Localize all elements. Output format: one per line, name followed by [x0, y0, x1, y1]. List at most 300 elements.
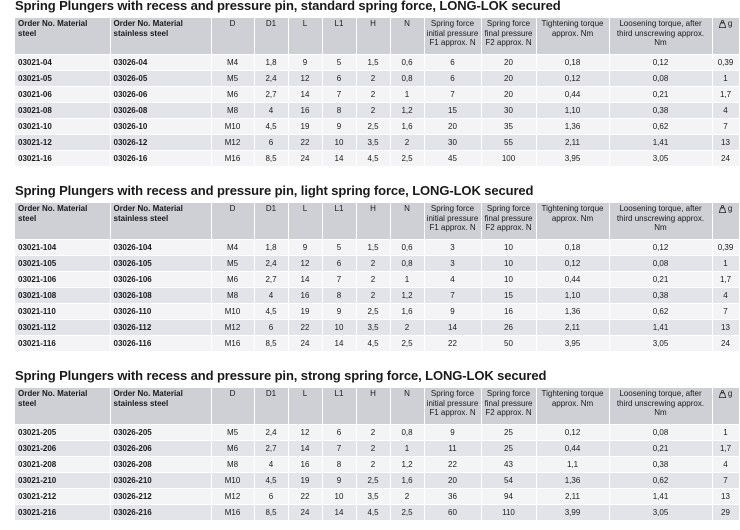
cell-order-steel: 03021-06 [15, 87, 110, 103]
header-l1: L1 [322, 388, 356, 425]
header-loosening-torque: Loosening torque, after third unscrewing approx. Nm [609, 203, 712, 240]
header-order-stainless: Order No. Material stainless steel [110, 18, 211, 55]
cell-tightening-torque: 2,11 [536, 320, 609, 336]
section-standard-spring-force [15, 0, 734, 167]
cell-spring-force-final: 110 [481, 505, 536, 521]
cell-thread-d: M5 [211, 425, 254, 441]
cell-spring-force-initial: 45 [424, 151, 481, 167]
cell-weight: 7 [712, 304, 739, 320]
cell-tightening-torque: 3,99 [536, 505, 609, 521]
cell-thread-d: M6 [211, 87, 254, 103]
cell-length-l: 12 [288, 256, 322, 272]
table-row [15, 256, 739, 272]
cell-order-stainless: 03026-16 [110, 151, 211, 167]
cell-length-l: 16 [288, 457, 322, 473]
cell-weight: 4 [712, 288, 739, 304]
cell-tightening-torque: 1,1 [536, 457, 609, 473]
cell-loosening-torque: 0,38 [609, 103, 712, 119]
cell-d1: 4 [254, 288, 288, 304]
header-spring-force-initial: Spring force initial pressure F1 approx. N [424, 388, 481, 425]
cell-spring-force-initial: 30 [424, 135, 481, 151]
cell-d1: 2,7 [254, 441, 288, 457]
cell-spring-force-final: 20 [481, 87, 536, 103]
spec-table [15, 18, 740, 167]
cell-order-steel: 03021-12 [15, 135, 110, 151]
cell-h: 3,5 [356, 489, 390, 505]
cell-order-stainless: 03026-08 [110, 103, 211, 119]
cell-spring-force-final: 54 [481, 473, 536, 489]
cell-loosening-torque: 1,41 [609, 320, 712, 336]
cell-thread-d: M16 [211, 336, 254, 352]
cell-thread-d: M4 [211, 240, 254, 256]
cell-d1: 6 [254, 489, 288, 505]
cell-loosening-torque: 3,05 [609, 336, 712, 352]
cell-loosening-torque: 1,41 [609, 135, 712, 151]
cell-tightening-torque: 1,10 [536, 288, 609, 304]
cell-n: 1,6 [390, 304, 424, 320]
header-weight [712, 388, 739, 425]
cell-d1: 2,7 [254, 87, 288, 103]
header-l: L [288, 18, 322, 55]
table-row [15, 103, 739, 119]
cell-tightening-torque: 0,18 [536, 55, 609, 71]
cell-d1: 8,5 [254, 336, 288, 352]
cell-loosening-torque: 3,05 [609, 151, 712, 167]
cell-h: 1,5 [356, 240, 390, 256]
cell-order-steel: 03021-216 [15, 505, 110, 521]
cell-loosening-torque: 0,62 [609, 304, 712, 320]
cell-h: 2 [356, 256, 390, 272]
cell-order-steel: 03021-106 [15, 272, 110, 288]
cell-order-steel: 03021-116 [15, 336, 110, 352]
header-n: N [390, 388, 424, 425]
cell-loosening-torque: 0,38 [609, 288, 712, 304]
cell-thread-d: M12 [211, 135, 254, 151]
cell-d1: 4 [254, 457, 288, 473]
cell-spring-force-final: 16 [481, 304, 536, 320]
table-row [15, 425, 739, 441]
cell-d1: 2,7 [254, 272, 288, 288]
cell-h: 4,5 [356, 505, 390, 521]
cell-tightening-torque: 1,36 [536, 473, 609, 489]
cell-order-steel: 03021-105 [15, 256, 110, 272]
cell-l1: 7 [322, 272, 356, 288]
cell-order-stainless: 03026-112 [110, 320, 211, 336]
cell-spring-force-initial: 7 [424, 87, 481, 103]
cell-order-stainless: 03026-05 [110, 71, 211, 87]
cell-n: 2 [390, 489, 424, 505]
header-d1: D1 [254, 18, 288, 55]
cell-h: 2 [356, 103, 390, 119]
cell-weight: 7 [712, 473, 739, 489]
cell-length-l: 24 [288, 336, 322, 352]
cell-spring-force-initial: 14 [424, 320, 481, 336]
header-tightening-torque: Tightening torque approx. Nm [536, 203, 609, 240]
cell-spring-force-final: 94 [481, 489, 536, 505]
cell-order-stainless: 03026-105 [110, 256, 211, 272]
cell-order-steel: 03021-04 [15, 55, 110, 71]
cell-tightening-torque: 0,12 [536, 425, 609, 441]
cell-n: 1,6 [390, 473, 424, 489]
cell-weight: 1,7 [712, 441, 739, 457]
cell-order-steel: 03021-16 [15, 151, 110, 167]
cell-spring-force-final: 55 [481, 135, 536, 151]
header-spring-force-final: Spring force final pressure F2 approx. N [481, 388, 536, 425]
cell-order-steel: 03021-205 [15, 425, 110, 441]
cell-l1: 14 [322, 336, 356, 352]
spec-table [15, 388, 740, 521]
cell-order-stainless: 03026-210 [110, 473, 211, 489]
cell-n: 1 [390, 272, 424, 288]
cell-d1: 6 [254, 135, 288, 151]
cell-loosening-torque: 0,08 [609, 425, 712, 441]
cell-l1: 10 [322, 489, 356, 505]
cell-spring-force-initial: 9 [424, 425, 481, 441]
cell-weight: 0,39 [712, 55, 739, 71]
header-spring-force-final: Spring force final pressure F2 approx. N [481, 18, 536, 55]
cell-length-l: 24 [288, 151, 322, 167]
cell-spring-force-final: 100 [481, 151, 536, 167]
cell-order-stainless: 03026-110 [110, 304, 211, 320]
table-row [15, 119, 739, 135]
header-d1: D1 [254, 203, 288, 240]
header-h: H [356, 203, 390, 240]
cell-order-steel: 03021-08 [15, 103, 110, 119]
cell-spring-force-final: 10 [481, 256, 536, 272]
cell-order-steel: 03021-112 [15, 320, 110, 336]
cell-n: 1,2 [390, 103, 424, 119]
cell-spring-force-final: 35 [481, 119, 536, 135]
cell-thread-d: M12 [211, 320, 254, 336]
cell-order-steel: 03021-05 [15, 71, 110, 87]
cell-tightening-torque: 3,95 [536, 151, 609, 167]
cell-order-stainless: 03026-06 [110, 87, 211, 103]
cell-length-l: 16 [288, 103, 322, 119]
cell-order-steel: 03021-104 [15, 240, 110, 256]
cell-tightening-torque: 0,12 [536, 256, 609, 272]
cell-order-stainless: 03026-10 [110, 119, 211, 135]
cell-tightening-torque: 2,11 [536, 489, 609, 505]
cell-length-l: 24 [288, 505, 322, 521]
spec-table [15, 203, 740, 352]
cell-spring-force-initial: 15 [424, 103, 481, 119]
cell-spring-force-final: 50 [481, 336, 536, 352]
cell-weight: 29 [712, 505, 739, 521]
cell-spring-force-final: 10 [481, 240, 536, 256]
cell-l1: 10 [322, 135, 356, 151]
cell-tightening-torque: 1,36 [536, 304, 609, 320]
table-row [15, 71, 739, 87]
table-row [15, 505, 739, 521]
cell-spring-force-final: 15 [481, 288, 536, 304]
cell-order-stainless: 03026-208 [110, 457, 211, 473]
cell-l1: 10 [322, 320, 356, 336]
cell-order-steel: 03021-212 [15, 489, 110, 505]
cell-length-l: 19 [288, 119, 322, 135]
cell-loosening-torque: 1,41 [609, 489, 712, 505]
table-header-row [15, 203, 739, 240]
cell-length-l: 16 [288, 288, 322, 304]
cell-h: 3,5 [356, 135, 390, 151]
cell-order-steel: 03021-110 [15, 304, 110, 320]
cell-length-l: 14 [288, 272, 322, 288]
cell-n: 0,8 [390, 425, 424, 441]
cell-h: 3,5 [356, 320, 390, 336]
cell-weight: 24 [712, 151, 739, 167]
cell-h: 2,5 [356, 473, 390, 489]
cell-n: 1 [390, 441, 424, 457]
cell-length-l: 19 [288, 304, 322, 320]
header-n: N [390, 203, 424, 240]
cell-loosening-torque: 3,05 [609, 505, 712, 521]
header-d: D [211, 18, 254, 55]
header-l1: L1 [322, 203, 356, 240]
cell-h: 2 [356, 87, 390, 103]
cell-order-stainless: 03026-12 [110, 135, 211, 151]
cell-h: 2,5 [356, 119, 390, 135]
header-order-stainless: Order No. Material stainless steel [110, 388, 211, 425]
cell-spring-force-final: 20 [481, 55, 536, 71]
cell-order-stainless: 03026-216 [110, 505, 211, 521]
cell-l1: 9 [322, 304, 356, 320]
cell-spring-force-final: 25 [481, 425, 536, 441]
table-row [15, 288, 739, 304]
cell-spring-force-initial: 9 [424, 304, 481, 320]
cell-weight: 4 [712, 103, 739, 119]
header-d1: D1 [254, 388, 288, 425]
cell-tightening-torque: 0,44 [536, 87, 609, 103]
header-spring-force-initial: Spring force initial pressure F1 approx. N [424, 18, 481, 55]
cell-thread-d: M6 [211, 272, 254, 288]
cell-n: 0,8 [390, 256, 424, 272]
cell-spring-force-initial: 6 [424, 71, 481, 87]
cell-n: 1,2 [390, 288, 424, 304]
cell-l1: 8 [322, 288, 356, 304]
cell-d1: 2,4 [254, 256, 288, 272]
section-strong-spring-force [15, 368, 733, 521]
cell-thread-d: M10 [211, 304, 254, 320]
table-row [15, 304, 739, 320]
cell-spring-force-initial: 60 [424, 505, 481, 521]
table-header-row [15, 18, 739, 55]
cell-h: 4,5 [356, 151, 390, 167]
header-h: H [356, 18, 390, 55]
cell-l1: 14 [322, 505, 356, 521]
cell-spring-force-final: 25 [481, 441, 536, 457]
cell-n: 0,6 [390, 55, 424, 71]
cell-spring-force-initial: 22 [424, 336, 481, 352]
cell-spring-force-final: 10 [481, 272, 536, 288]
cell-thread-d: M6 [211, 441, 254, 457]
cell-weight: 1 [712, 256, 739, 272]
cell-thread-d: M8 [211, 457, 254, 473]
cell-d1: 4,5 [254, 473, 288, 489]
cell-length-l: 14 [288, 441, 322, 457]
cell-d1: 4,5 [254, 304, 288, 320]
weight-unit: g [727, 389, 733, 398]
header-d: D [211, 388, 254, 425]
cell-length-l: 9 [288, 240, 322, 256]
cell-length-l: 9 [288, 55, 322, 71]
header-weight [712, 18, 739, 55]
cell-h: 4,5 [356, 336, 390, 352]
header-loosening-torque: Loosening torque, after third unscrewing approx. Nm [609, 388, 712, 425]
cell-weight: 13 [712, 135, 739, 151]
weight-icon [719, 390, 726, 398]
cell-n: 1 [390, 87, 424, 103]
cell-thread-d: M5 [211, 71, 254, 87]
header-tightening-torque: Tightening torque approx. Nm [536, 18, 609, 55]
cell-weight: 7 [712, 119, 739, 135]
cell-d1: 1,8 [254, 55, 288, 71]
cell-tightening-torque: 0,18 [536, 240, 609, 256]
cell-spring-force-initial: 7 [424, 288, 481, 304]
cell-d1: 4,5 [254, 119, 288, 135]
header-weight [712, 203, 739, 240]
cell-weight: 4 [712, 457, 739, 473]
cell-n: 2,5 [390, 505, 424, 521]
cell-tightening-torque: 1,36 [536, 119, 609, 135]
table-row [15, 473, 739, 489]
cell-n: 2,5 [390, 336, 424, 352]
cell-spring-force-final: 26 [481, 320, 536, 336]
cell-order-stainless: 03026-205 [110, 425, 211, 441]
cell-h: 2 [356, 71, 390, 87]
cell-l1: 6 [322, 256, 356, 272]
cell-thread-d: M16 [211, 151, 254, 167]
cell-order-steel: 03021-10 [15, 119, 110, 135]
cell-order-stainless: 03026-116 [110, 336, 211, 352]
cell-length-l: 22 [288, 489, 322, 505]
cell-loosening-torque: 0,62 [609, 473, 712, 489]
header-tightening-torque: Tightening torque approx. Nm [536, 388, 609, 425]
cell-tightening-torque: 2,11 [536, 135, 609, 151]
cell-length-l: 14 [288, 87, 322, 103]
cell-thread-d: M10 [211, 119, 254, 135]
header-n: N [390, 18, 424, 55]
cell-order-steel: 03021-208 [15, 457, 110, 473]
table-row [15, 320, 739, 336]
cell-length-l: 19 [288, 473, 322, 489]
cell-l1: 9 [322, 473, 356, 489]
table-row [15, 457, 739, 473]
cell-d1: 2,4 [254, 425, 288, 441]
cell-weight: 0,39 [712, 240, 739, 256]
table-row [15, 135, 739, 151]
cell-h: 2 [356, 272, 390, 288]
cell-l1: 5 [322, 55, 356, 71]
table-row [15, 489, 739, 505]
cell-order-steel: 03021-206 [15, 441, 110, 457]
cell-l1: 8 [322, 457, 356, 473]
cell-weight: 1,7 [712, 87, 739, 103]
cell-order-stainless: 03026-04 [110, 55, 211, 71]
cell-d1: 2,4 [254, 71, 288, 87]
header-order-steel: Order No. Material steel [15, 203, 110, 240]
cell-h: 2 [356, 457, 390, 473]
table-body [15, 425, 739, 521]
section-title: Spring Plungers with recess and pressure pin, strong spring force, LONG-LOK secured [15, 368, 547, 383]
table-row [15, 151, 739, 167]
cell-h: 1,5 [356, 55, 390, 71]
cell-spring-force-initial: 4 [424, 272, 481, 288]
weight-icon [719, 20, 726, 28]
cell-loosening-torque: 0,21 [609, 272, 712, 288]
cell-loosening-torque: 0,21 [609, 441, 712, 457]
cell-d1: 8,5 [254, 151, 288, 167]
cell-loosening-torque: 0,08 [609, 71, 712, 87]
cell-tightening-torque: 0,44 [536, 272, 609, 288]
cell-h: 2 [356, 425, 390, 441]
cell-tightening-torque: 0,44 [536, 441, 609, 457]
cell-n: 0,8 [390, 71, 424, 87]
cell-tightening-torque: 1,10 [536, 103, 609, 119]
cell-thread-d: M5 [211, 256, 254, 272]
cell-length-l: 12 [288, 425, 322, 441]
cell-n: 2 [390, 320, 424, 336]
cell-thread-d: M8 [211, 103, 254, 119]
cell-l1: 14 [322, 151, 356, 167]
cell-loosening-torque: 0,12 [609, 55, 712, 71]
cell-h: 2,5 [356, 304, 390, 320]
cell-order-stainless: 03026-108 [110, 288, 211, 304]
cell-spring-force-final: 20 [481, 71, 536, 87]
header-l: L [288, 388, 322, 425]
cell-order-stainless: 03026-104 [110, 240, 211, 256]
cell-thread-d: M8 [211, 288, 254, 304]
cell-n: 2 [390, 135, 424, 151]
cell-length-l: 12 [288, 71, 322, 87]
cell-d1: 1,8 [254, 240, 288, 256]
header-l1: L1 [322, 18, 356, 55]
cell-l1: 6 [322, 71, 356, 87]
table-row [15, 55, 739, 71]
cell-n: 2,5 [390, 151, 424, 167]
section-title: Spring Plungers with recess and pressure pin, standard spring force, LONG-LOK secured [15, 0, 561, 13]
cell-order-stainless: 03026-106 [110, 272, 211, 288]
cell-loosening-torque: 0,38 [609, 457, 712, 473]
weight-icon [719, 205, 726, 213]
cell-weight: 13 [712, 489, 739, 505]
table-row [15, 441, 739, 457]
cell-loosening-torque: 0,08 [609, 256, 712, 272]
cell-spring-force-initial: 6 [424, 55, 481, 71]
table-row [15, 336, 739, 352]
cell-spring-force-initial: 36 [424, 489, 481, 505]
cell-order-stainless: 03026-212 [110, 489, 211, 505]
header-loosening-torque: Loosening torque, after third unscrewing approx. Nm [609, 18, 712, 55]
cell-tightening-torque: 3,95 [536, 336, 609, 352]
cell-weight: 24 [712, 336, 739, 352]
section-title: Spring Plungers with recess and pressure pin, light spring force, LONG-LOK secured [15, 183, 534, 198]
cell-weight: 1 [712, 425, 739, 441]
weight-unit: g [727, 19, 733, 28]
cell-h: 2 [356, 288, 390, 304]
cell-weight: 1,7 [712, 272, 739, 288]
table-row [15, 87, 739, 103]
cell-length-l: 22 [288, 320, 322, 336]
cell-d1: 4 [254, 103, 288, 119]
cell-weight: 13 [712, 320, 739, 336]
weight-unit: g [727, 204, 733, 213]
header-order-steel: Order No. Material steel [15, 388, 110, 425]
cell-spring-force-initial: 20 [424, 473, 481, 489]
header-order-steel: Order No. Material steel [15, 18, 110, 55]
cell-d1: 8,5 [254, 505, 288, 521]
cell-spring-force-initial: 3 [424, 240, 481, 256]
cell-thread-d: M10 [211, 473, 254, 489]
cell-spring-force-initial: 11 [424, 441, 481, 457]
